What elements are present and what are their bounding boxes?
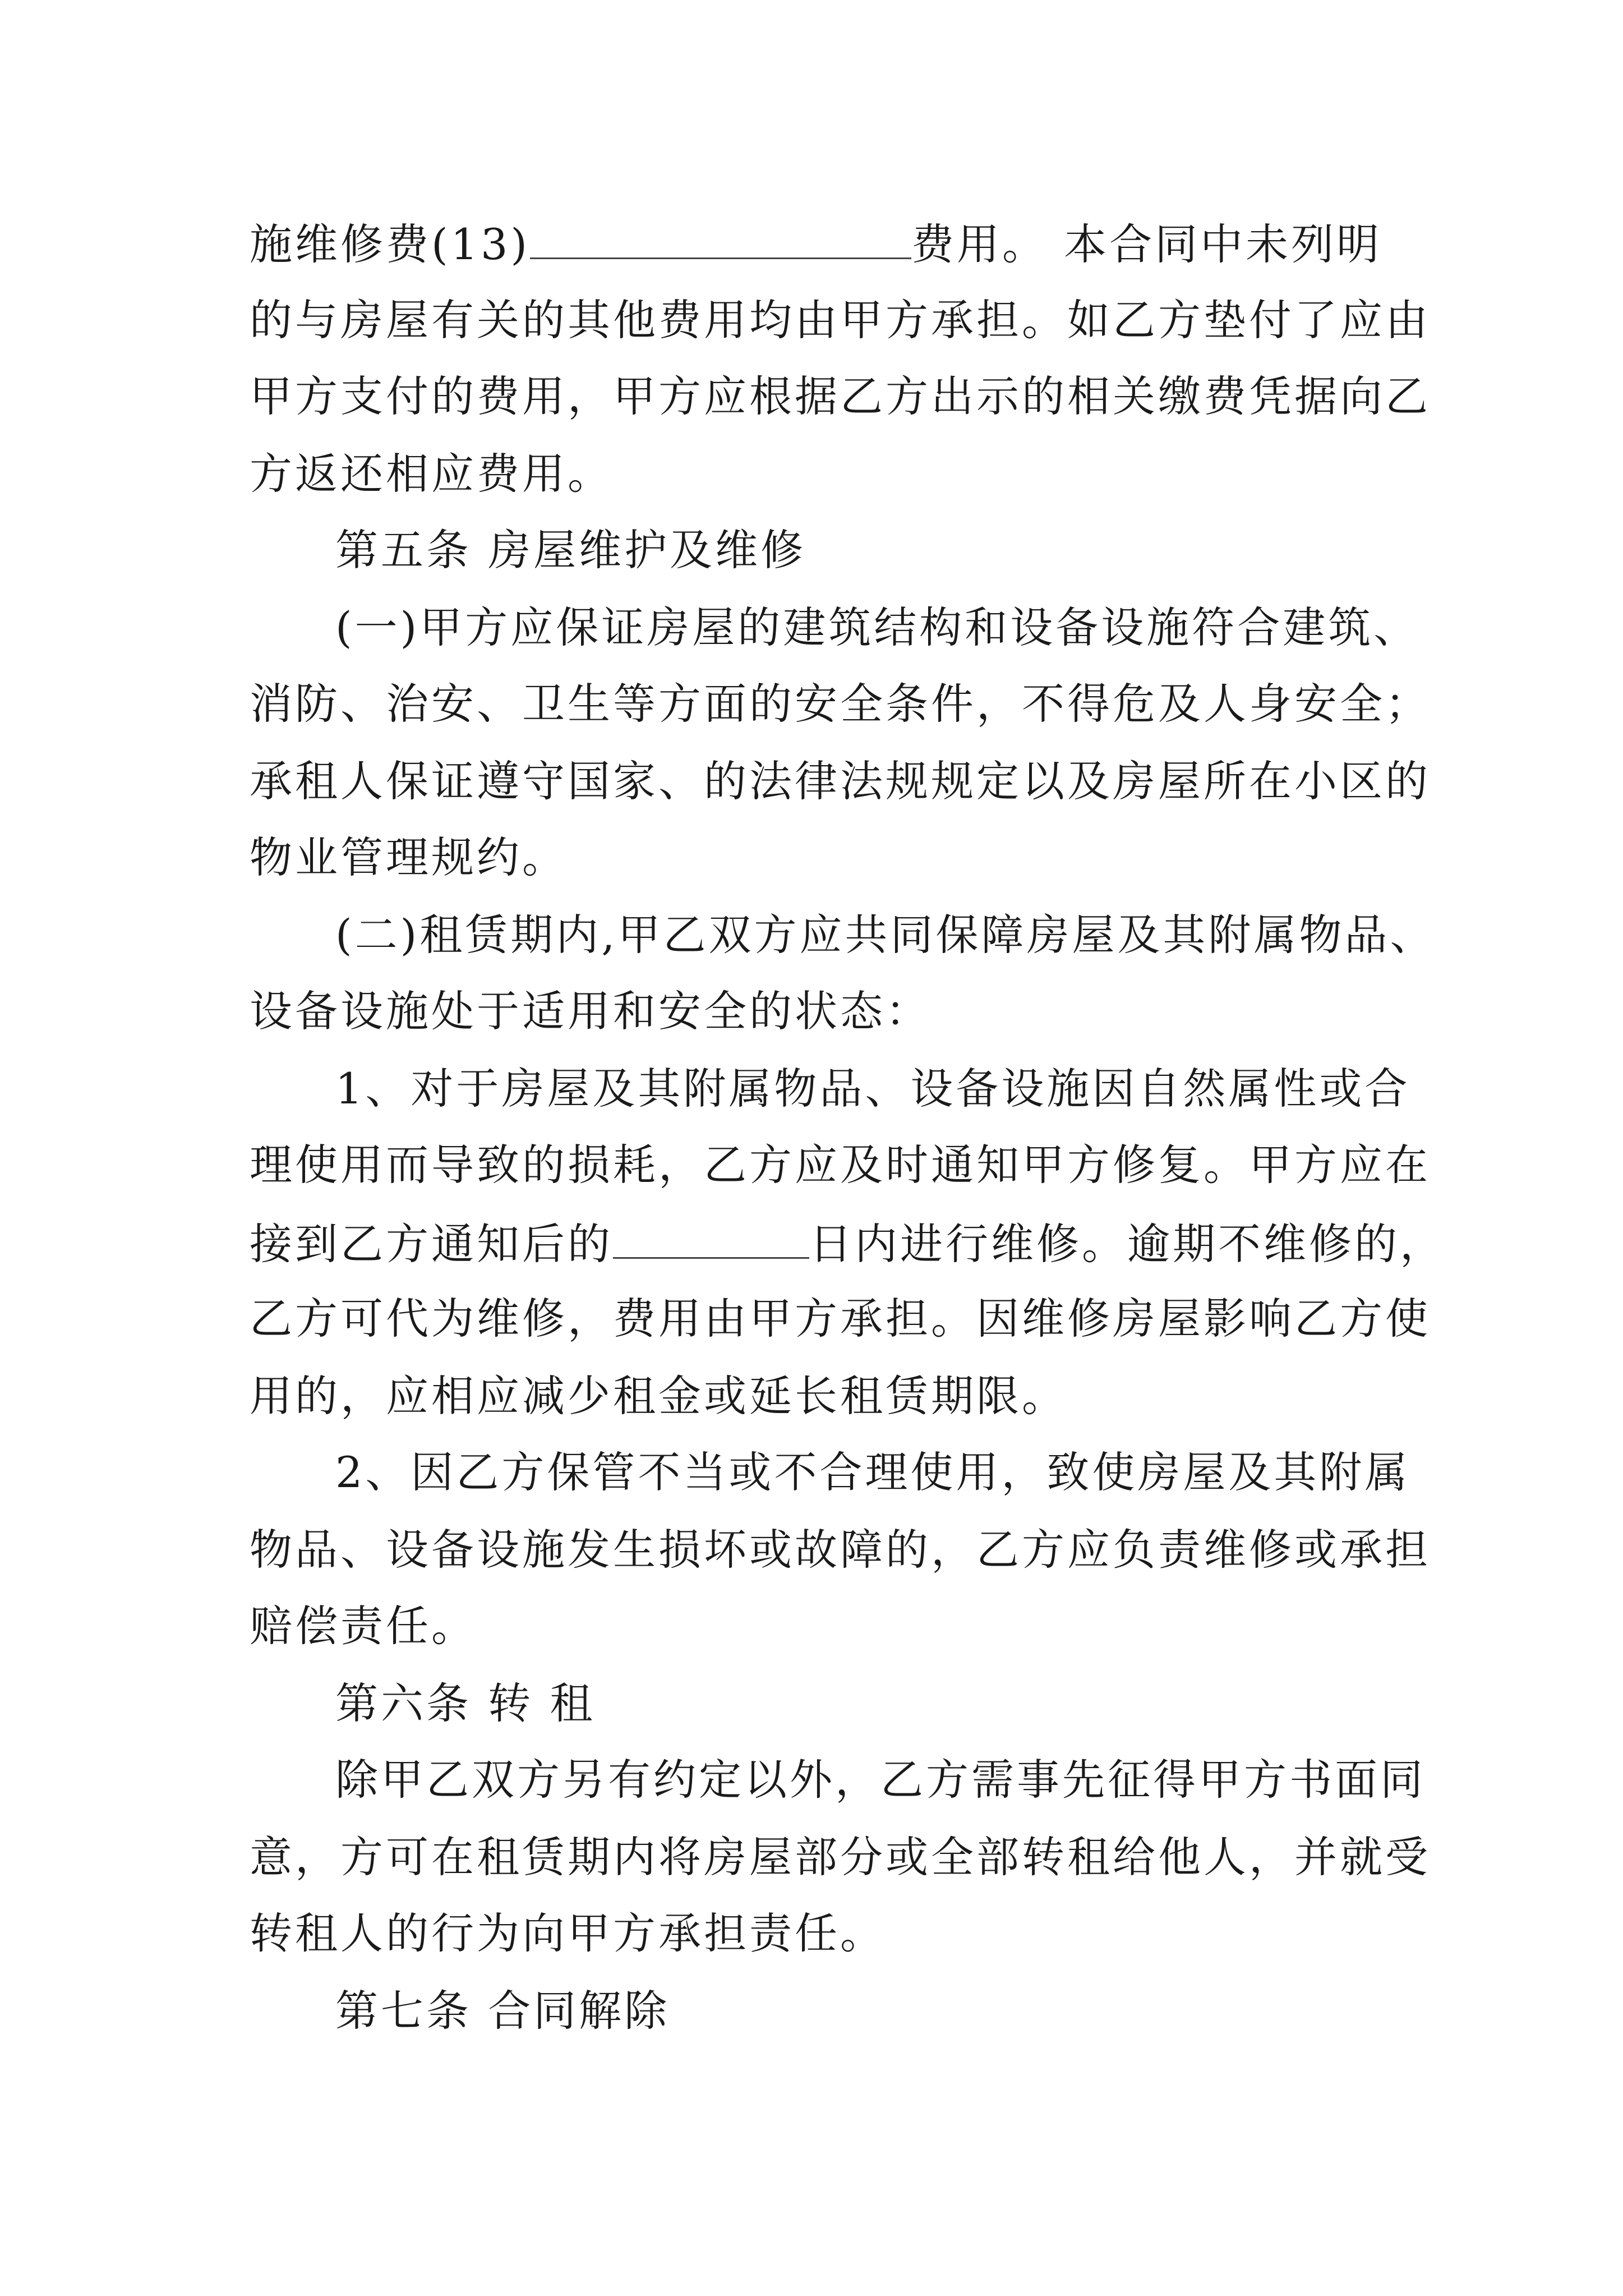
section-heading-6: 第六条 转 租 — [335, 1678, 596, 1728]
text-line-6: (一)甲方应保证房屋的建筑结构和设备设施符合建筑、 — [335, 602, 1419, 652]
text-line-13: 理使用而导致的损耗，乙方应及时通知甲方修复。甲方应在 — [250, 1140, 1431, 1190]
text-line-9: 物业管理规约。 — [250, 832, 568, 882]
text-line-11: 设备设施处于适用和安全的状态： — [250, 986, 931, 1036]
line-1-after: 费用。 本合同中未列明 — [911, 219, 1382, 269]
text-line-7: 消防、治安、卫生等方面的安全条件，不得危及人身安全； — [250, 679, 1431, 729]
text-line-3: 甲方支付的费用，甲方应根据乙方出示的相关缴费凭据向乙 — [250, 371, 1431, 421]
text-line-16: 用的，应相应减少租金或延长租赁期限。 — [250, 1371, 1067, 1421]
text-line-10: (二)租赁期内,甲乙双方应共同保障房屋及其附属物品、 — [335, 910, 1436, 960]
text-line-2: 的与房屋有关的其他费用均由甲方承担。如乙方垫付了应由 — [250, 295, 1431, 345]
blank-field-13[interactable] — [530, 222, 911, 259]
text-line-21: 除甲乙双方另有约定以外，乙方需事先征得甲方书面同 — [335, 1755, 1426, 1805]
text-line-22: 意，方可在租赁期内将房屋部分或全部转租给他人，并就受 — [250, 1832, 1431, 1882]
text-line-17: 2、因乙方保管不当或不合理使用，致使房屋及其附属 — [335, 1447, 1410, 1497]
text-line-18: 物品、设备设施发生损坏或故障的，乙方应负责维修或承担 — [250, 1525, 1431, 1575]
text-line-14 — [250, 1219, 1445, 1269]
section-heading-5: 第五条 房屋维护及维修 — [335, 525, 806, 575]
line-14-before: 接到乙方通知后的 — [250, 1219, 613, 1269]
section-heading-7: 第七条 合同解除 — [335, 1986, 670, 2036]
text-line-12: 1、对于房屋及其附属物品、设备设施因自然属性或合 — [335, 1064, 1410, 1114]
text-line-1 — [250, 219, 1382, 269]
line-14-after: 日内进行维修。逾期不维修的， — [809, 1219, 1445, 1269]
text-line-4: 方返还相应费用。 — [250, 449, 613, 499]
text-line-15: 乙方可代为维修，费用由甲方承担。因维修房屋影响乙方使 — [250, 1294, 1431, 1343]
text-line-19: 赔偿责任。 — [250, 1601, 477, 1651]
line-1-before: 施维修费(13) — [250, 219, 531, 269]
text-line-8: 承租人保证遵守国家、的法律法规规定以及房屋所在小区的 — [250, 756, 1431, 806]
blank-field-days[interactable] — [613, 1221, 809, 1259]
text-line-23: 转租人的行为向甲方承担责任。 — [250, 1908, 886, 1958]
